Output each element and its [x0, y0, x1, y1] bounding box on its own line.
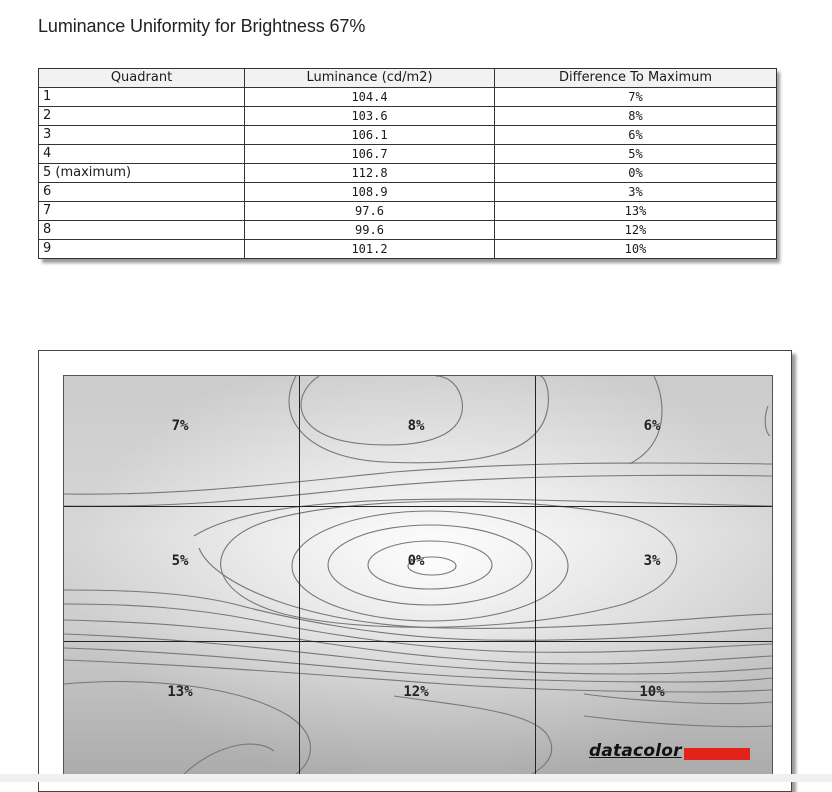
col-header-luminance: Luminance (cd/m2) — [245, 69, 495, 88]
table-row — [39, 88, 777, 107]
page-title: Luminance Uniformity for Brightness 67% — [38, 16, 366, 36]
luminance-cell: 101.2 — [245, 240, 495, 259]
difference-cell: 12% — [495, 221, 777, 240]
difference-cell: 0% — [495, 164, 777, 183]
uniformity-table-wrap — [38, 68, 776, 259]
difference-cell: 10% — [495, 240, 777, 259]
table-row — [39, 240, 777, 259]
quadrant-1-label: 7% — [171, 418, 189, 434]
datacolor-logo — [589, 741, 750, 761]
quadrant-cell: 1 — [39, 88, 245, 107]
bottom-strip — [0, 774, 832, 782]
difference-cell: 7% — [495, 88, 777, 107]
contour-map — [64, 376, 772, 774]
col-header-quadrant: Quadrant — [39, 69, 245, 88]
quadrant-cell: 3 — [39, 126, 245, 145]
uniformity-table — [38, 68, 777, 259]
quadrant-5-label: 0% — [407, 553, 425, 569]
logo-text: datacolor — [589, 741, 682, 761]
table-row — [39, 145, 777, 164]
quadrant-cell: 2 — [39, 107, 245, 126]
luminance-cell: 106.1 — [245, 126, 495, 145]
difference-cell: 13% — [495, 202, 777, 221]
table-row — [39, 164, 777, 183]
quadrant-9-label: 10% — [639, 684, 665, 700]
quadrant-cell: 4 — [39, 145, 245, 164]
table-row — [39, 126, 777, 145]
quadrant-8-label: 12% — [403, 684, 429, 700]
quadrant-cell: 5 (maximum) — [39, 164, 245, 183]
luminance-cell: 97.6 — [245, 202, 495, 221]
uniformity-plot-frame — [38, 350, 792, 792]
luminance-cell: 99.6 — [245, 221, 495, 240]
luminance-cell: 103.6 — [245, 107, 495, 126]
contour-shading — [64, 376, 772, 774]
luminance-cell: 108.9 — [245, 183, 495, 202]
luminance-cell: 104.4 — [245, 88, 495, 107]
quadrant-6-label: 3% — [643, 553, 661, 569]
luminance-cell: 112.8 — [245, 164, 495, 183]
table-header-row — [39, 69, 777, 88]
quadrant-3-label: 6% — [643, 418, 661, 434]
table-row — [39, 221, 777, 240]
quadrant-4-label: 5% — [171, 553, 189, 569]
col-header-difference: Difference To Maximum — [495, 69, 777, 88]
quadrant-cell: 9 — [39, 240, 245, 259]
quadrant-cell: 6 — [39, 183, 245, 202]
difference-cell: 8% — [495, 107, 777, 126]
difference-cell: 6% — [495, 126, 777, 145]
quadrant-2-label: 8% — [407, 418, 425, 434]
quadrant-7-label: 13% — [167, 684, 193, 700]
table-row — [39, 202, 777, 221]
luminance-cell: 106.7 — [245, 145, 495, 164]
uniformity-contour-plot — [63, 375, 773, 775]
difference-cell: 3% — [495, 183, 777, 202]
difference-cell: 5% — [495, 145, 777, 164]
table-row — [39, 183, 777, 202]
logo-red-bar — [684, 748, 750, 760]
table-row — [39, 107, 777, 126]
quadrant-cell: 8 — [39, 221, 245, 240]
quadrant-cell: 7 — [39, 202, 245, 221]
